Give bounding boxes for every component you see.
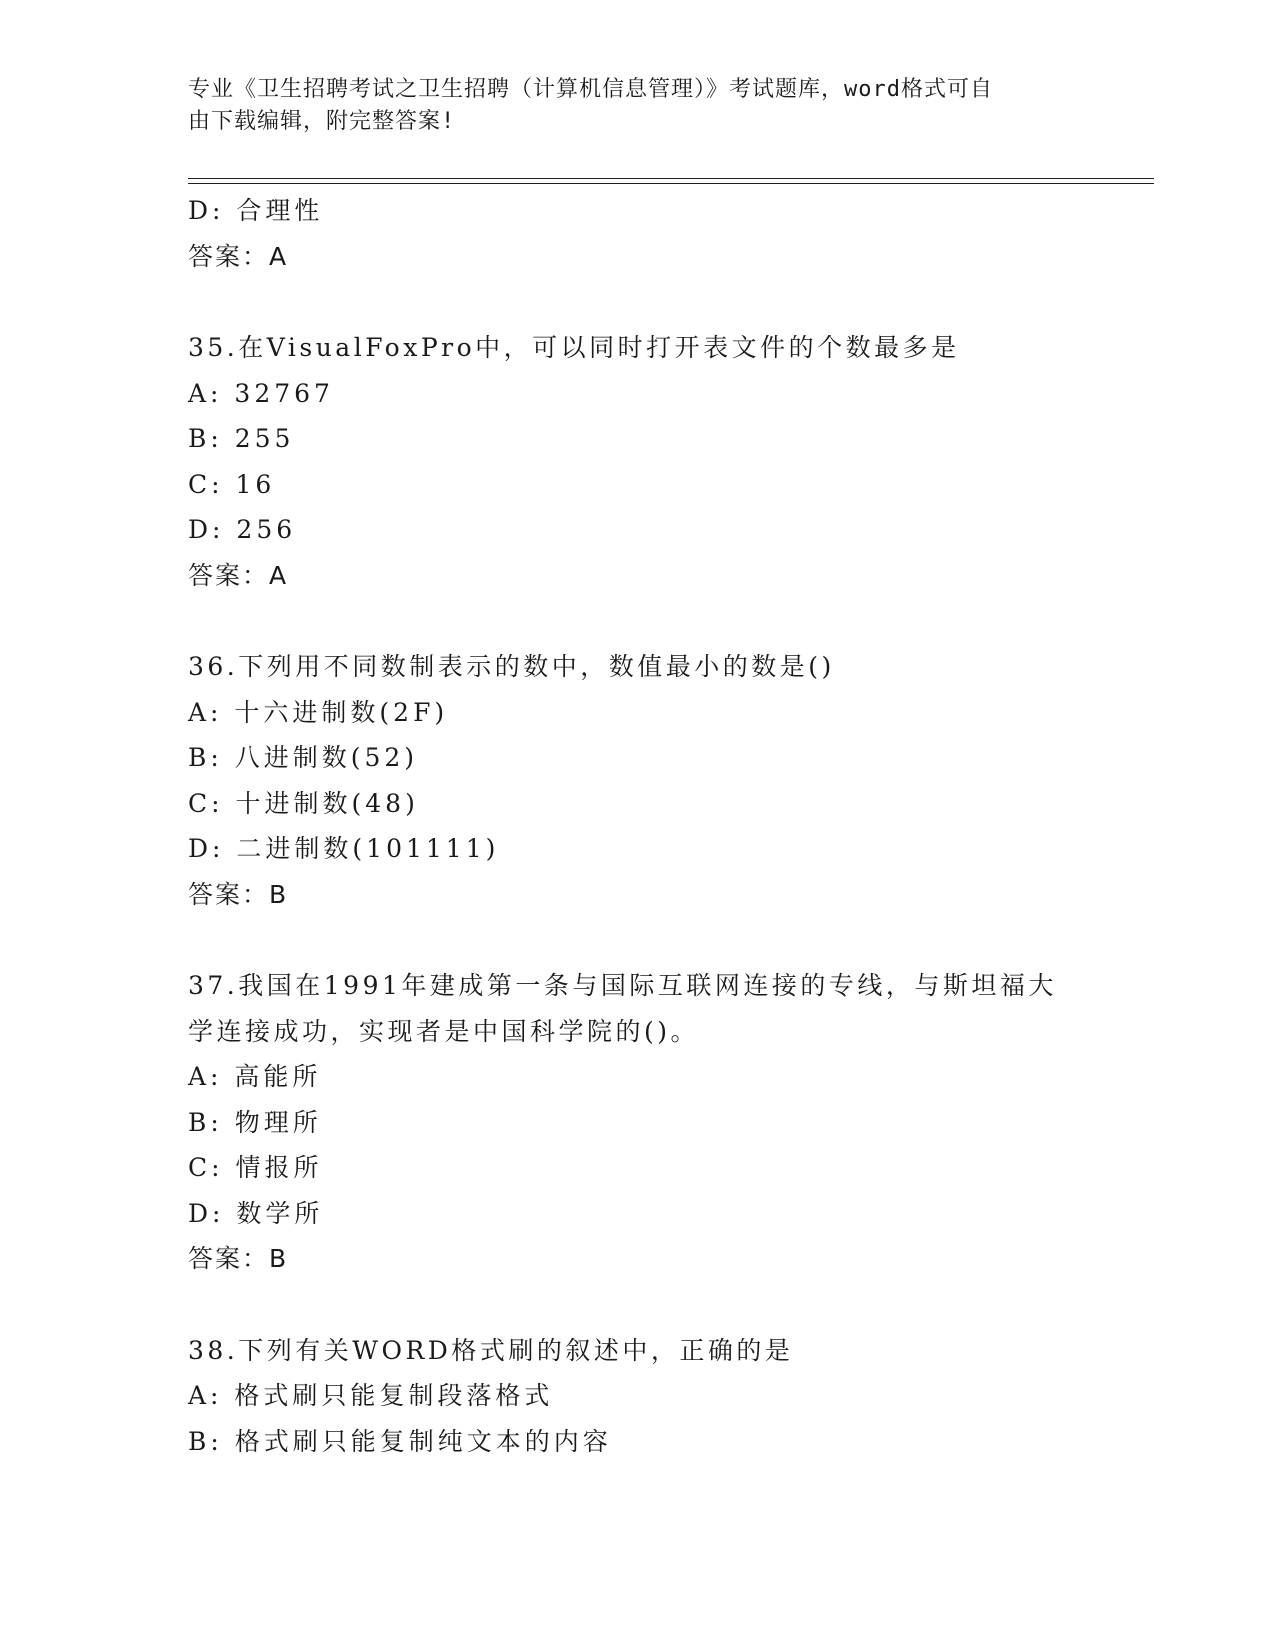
header-rule-top xyxy=(188,178,1154,179)
option-c: C: 十进制数(48) xyxy=(188,788,419,818)
option-b: B: 物理所 xyxy=(188,1107,322,1137)
prev-option-d: D: 合理性 xyxy=(188,196,324,225)
header-line-1: 专业《卫生招聘考试之卫生招聘（计算机信息管理）》考试题库，word格式可自 xyxy=(188,77,993,102)
question-stem: 36.下列用不同数制表示的数中，数值最小的数是() xyxy=(188,652,835,681)
option-a: A: 十六进制数(2F) xyxy=(188,697,449,727)
question-37 xyxy=(188,963,1154,1282)
question-36 xyxy=(188,644,1154,917)
option-d: D: 二进制数(101111) xyxy=(188,834,500,863)
answer: 答案：B xyxy=(188,1244,289,1273)
option-b: B: 255 xyxy=(188,424,295,453)
option-d: D: 256 xyxy=(188,515,297,544)
answer: 答案：B xyxy=(188,879,289,909)
question-stem: 38.下列有关WORD格式刷的叙述中，正确的是 xyxy=(188,1335,794,1365)
option-c: C: 16 xyxy=(188,469,276,499)
header-line-2: 由下载编辑，附完整答案! xyxy=(188,109,456,134)
question-list xyxy=(188,188,1154,1464)
document-header xyxy=(188,74,1088,138)
option-a: A: 32767 xyxy=(188,378,334,408)
option-a: A: 高能所 xyxy=(188,1062,322,1091)
option-d: D: 数学所 xyxy=(188,1198,324,1228)
option-b: B: 八进制数(52) xyxy=(188,743,419,772)
header-rule-bottom xyxy=(188,183,1154,184)
question-38 xyxy=(188,1328,1154,1465)
answer: 答案：A xyxy=(188,560,289,590)
question-stem-line-2: 学连接成功，实现者是中国科学院的()。 xyxy=(188,1016,700,1046)
option-c: C: 情报所 xyxy=(188,1153,323,1182)
option-b: B: 格式刷只能复制纯文本的内容 xyxy=(188,1426,612,1456)
question-stem: 35.在VisualFoxPro中，可以同时打开表文件的个数最多是 xyxy=(188,333,960,362)
question-stem-line-1: 37.我国在1991年建成第一条与国际互联网连接的专线，与斯坦福大 xyxy=(188,971,1057,1000)
prev-answer: 答案：A xyxy=(188,241,289,271)
question-35 xyxy=(188,325,1154,598)
option-a: A: 格式刷只能复制段落格式 xyxy=(188,1381,554,1410)
